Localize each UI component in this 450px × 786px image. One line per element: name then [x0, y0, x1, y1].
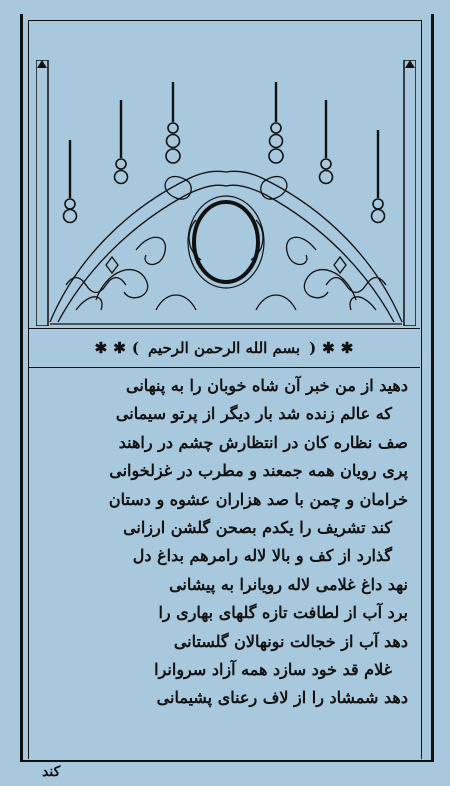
verse-line: دهد آب از خجالت نونهالان گلستانی [173, 631, 408, 651]
verse-line: کند تشریف را یکدم بصحن گلشن ارزانی [123, 517, 392, 537]
star-ornament-icon: ✱ [113, 339, 126, 357]
verse-line: پری رویان همه جمعند و مطرب در غزلخوانی [109, 461, 408, 481]
star-ornament-icon: ✱ [322, 339, 335, 357]
verse-line: برد آب از لطافت تازه گلهای بهاری را [158, 603, 408, 623]
star-ornament-icon: ✱ [340, 339, 354, 357]
verse-line: که عالم زنده شد بار دیگر از پرتو سیمانی [115, 404, 392, 424]
bottom-rule [20, 760, 434, 762]
arabesque [50, 171, 402, 322]
star-ornament-icon: ✱ [94, 339, 108, 357]
verse-line: دهد شمشاد را از لاف رعنای پشیمانی [156, 688, 408, 708]
verse-line: نهد داغ غلامی لاله رویانرا به پیشانی [169, 574, 408, 594]
verse-line: گذارد از کف و بالا لاله رامرهم بداغ دل [132, 546, 392, 566]
verse-line: صف نظاره کان در انتظارش چشم در راهند [118, 432, 408, 452]
basmala: بسم الله الرحمن الرحيم [147, 339, 301, 357]
poem-verses [38, 372, 412, 713]
verse-line: غلام قد خود سازد همه آزاد سروانرا [154, 659, 392, 679]
catchword: کند [42, 764, 61, 780]
basmala-band: ✱ ✱ ( بسم الله الرحمن الرحيم ) ✱ ✱ [28, 328, 420, 368]
verse-line: دهید از من خبر آن شاه خوبان را به پنهانی [125, 376, 408, 395]
verse-line: خرامان و چمن با صد هزاران عشوه و دستان [108, 489, 408, 509]
central-medallion [194, 202, 258, 282]
ornamental-headpiece [36, 60, 416, 326]
